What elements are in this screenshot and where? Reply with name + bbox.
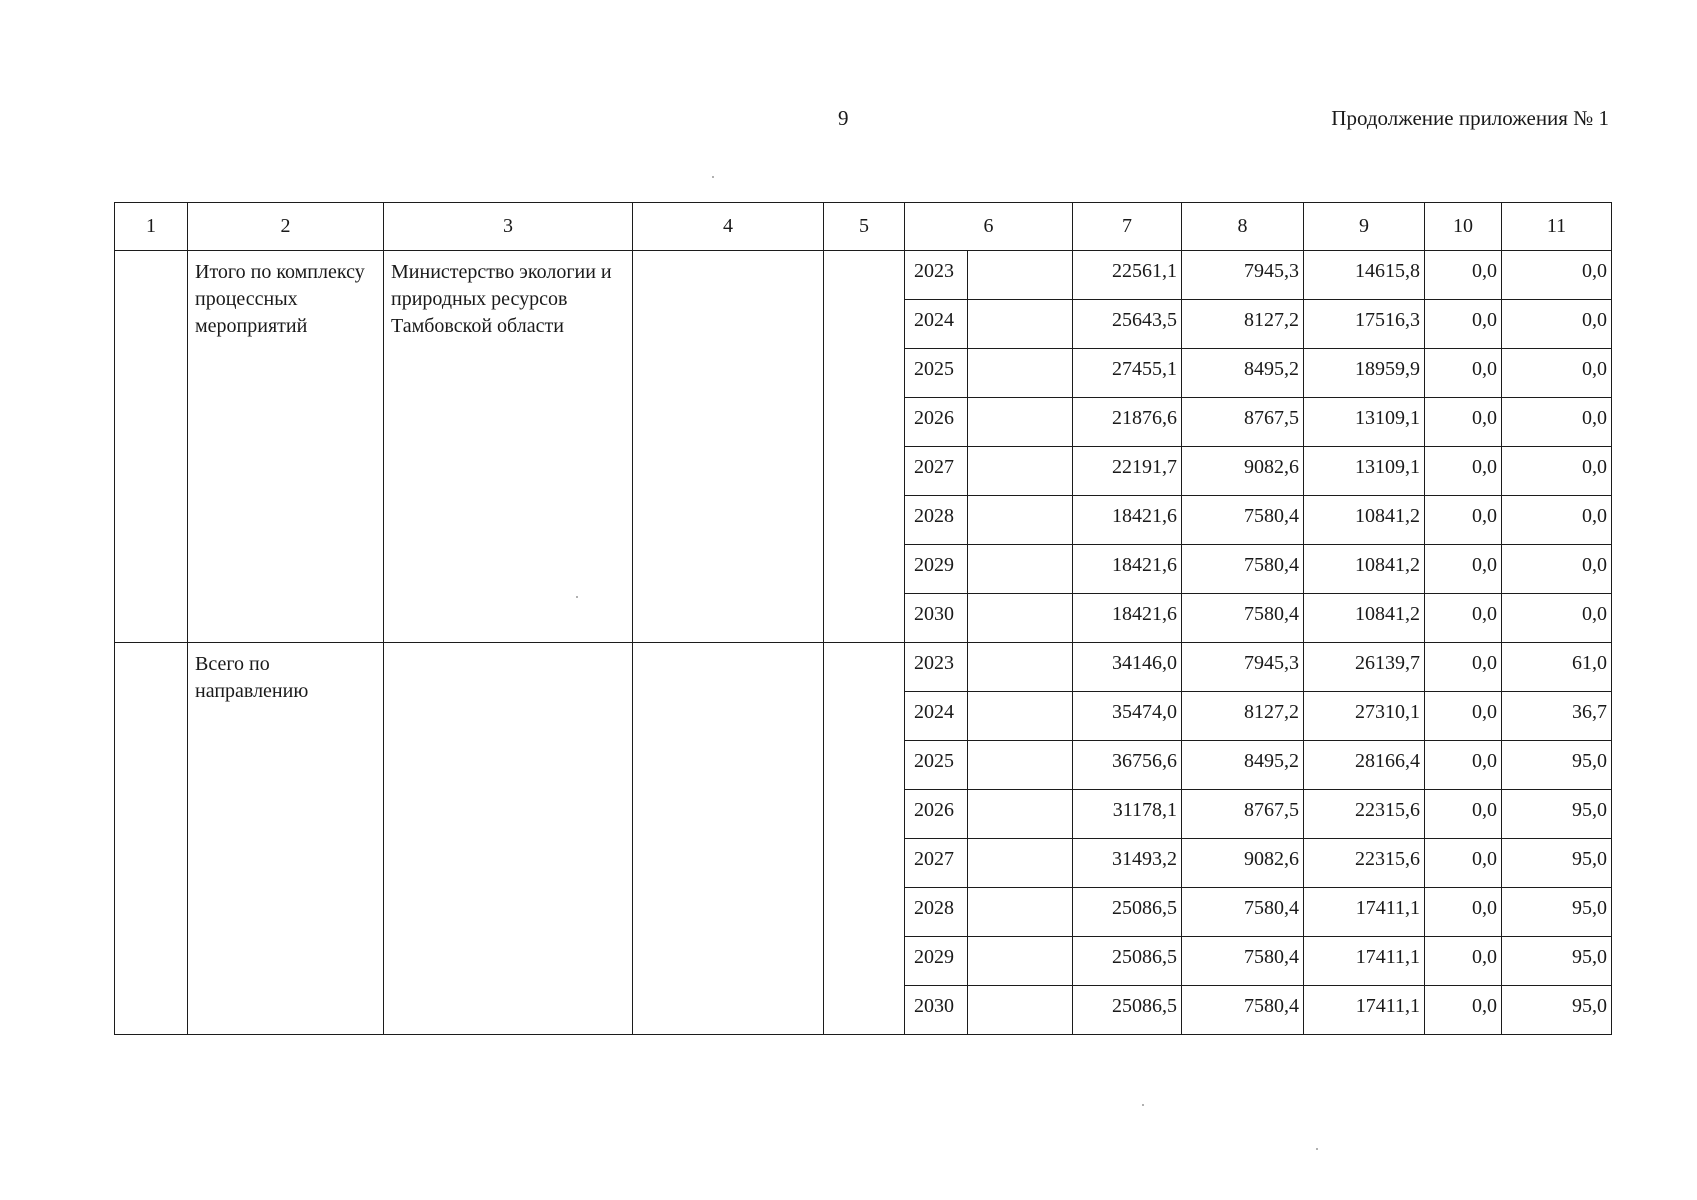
value-cell-c8: 9082,6 [1182,447,1304,496]
blank-cell [968,741,1073,790]
column-header: 11 [1502,203,1612,251]
value-cell-c10: 0,0 [1425,398,1502,447]
value-cell-c11: 95,0 [1502,986,1612,1035]
value-cell-c11: 0,0 [1502,349,1612,398]
value-cell-c10: 0,0 [1425,643,1502,692]
value-cell-c7: 31493,2 [1073,839,1182,888]
value-cell-c10: 0,0 [1425,349,1502,398]
value-cell-c8: 7945,3 [1182,643,1304,692]
group-col4-cell [633,251,824,643]
value-cell-c11: 95,0 [1502,790,1612,839]
column-header: 1 [115,203,188,251]
value-cell-c11: 0,0 [1502,496,1612,545]
value-cell-c11: 95,0 [1502,888,1612,937]
value-cell-c11: 95,0 [1502,839,1612,888]
scan-speck [712,176,714,178]
column-header: 4 [633,203,824,251]
blank-cell [968,545,1073,594]
value-cell-c9: 17411,1 [1304,986,1425,1035]
value-cell-c10: 0,0 [1425,741,1502,790]
blank-cell [968,398,1073,447]
blank-cell [968,447,1073,496]
value-cell-c11: 36,7 [1502,692,1612,741]
value-cell-c8: 8495,2 [1182,349,1304,398]
scan-speck [576,596,578,598]
value-cell-c10: 0,0 [1425,937,1502,986]
column-header-row [115,203,1612,251]
blank-cell [968,349,1073,398]
continuation-label: Продолжение приложения № 1 [1331,106,1609,130]
blank-cell [968,986,1073,1035]
year-cell: 2028 [905,888,968,937]
blank-cell [968,888,1073,937]
year-cell: 2029 [905,937,968,986]
value-cell-c8: 7580,4 [1182,545,1304,594]
group-col5-cell [824,643,905,1035]
value-cell-c9: 17411,1 [1304,937,1425,986]
value-cell-c10: 0,0 [1425,594,1502,643]
blank-cell [968,692,1073,741]
value-cell-c8: 8767,5 [1182,790,1304,839]
year-cell: 2025 [905,349,968,398]
value-cell-c7: 18421,6 [1073,594,1182,643]
value-cell-c10: 0,0 [1425,790,1502,839]
group-col2-cell: Всего по направлению [188,643,384,1035]
value-cell-c9: 13109,1 [1304,398,1425,447]
year-cell: 2026 [905,398,968,447]
blank-cell [968,790,1073,839]
value-cell-c9: 26139,7 [1304,643,1425,692]
blank-cell [968,594,1073,643]
value-cell-c7: 36756,6 [1073,741,1182,790]
value-cell-c9: 27310,1 [1304,692,1425,741]
value-cell-c8: 8767,5 [1182,398,1304,447]
value-cell-c7: 18421,6 [1073,545,1182,594]
value-cell-c7: 27455,1 [1073,349,1182,398]
group-col3-cell: Министерство экологии и природных ресурсов Тамбовской области [384,251,633,643]
value-cell-c7: 21876,6 [1073,398,1182,447]
table-row [115,643,1612,692]
year-cell: 2023 [905,643,968,692]
value-cell-c10: 0,0 [1425,496,1502,545]
value-cell-c8: 7580,4 [1182,937,1304,986]
value-cell-c10: 0,0 [1425,986,1502,1035]
value-cell-c8: 7580,4 [1182,888,1304,937]
blank-cell [968,839,1073,888]
value-cell-c7: 18421,6 [1073,496,1182,545]
year-cell: 2025 [905,741,968,790]
group-col5-cell [824,251,905,643]
value-cell-c11: 0,0 [1502,447,1612,496]
value-cell-c9: 13109,1 [1304,447,1425,496]
value-cell-c9: 28166,4 [1304,741,1425,790]
year-cell: 2026 [905,790,968,839]
blank-cell [968,643,1073,692]
value-cell-c11: 95,0 [1502,937,1612,986]
value-cell-c8: 8127,2 [1182,300,1304,349]
column-header: 5 [824,203,905,251]
table-body [115,203,1612,1035]
year-cell: 2023 [905,251,968,300]
year-cell: 2028 [905,496,968,545]
column-header: 7 [1073,203,1182,251]
value-cell-c9: 14615,8 [1304,251,1425,300]
year-cell: 2030 [905,594,968,643]
value-cell-c9: 22315,6 [1304,790,1425,839]
column-header: 10 [1425,203,1502,251]
group-col1-cell [115,643,188,1035]
budget-table [114,202,1612,1035]
value-cell-c7: 34146,0 [1073,643,1182,692]
value-cell-c7: 22191,7 [1073,447,1182,496]
value-cell-c7: 35474,0 [1073,692,1182,741]
value-cell-c8: 7580,4 [1182,986,1304,1035]
year-cell: 2024 [905,300,968,349]
value-cell-c7: 25086,5 [1073,937,1182,986]
value-cell-c8: 7945,3 [1182,251,1304,300]
scan-speck [1316,1148,1318,1150]
value-cell-c10: 0,0 [1425,300,1502,349]
value-cell-c11: 61,0 [1502,643,1612,692]
value-cell-c11: 0,0 [1502,398,1612,447]
value-cell-c8: 7580,4 [1182,594,1304,643]
value-cell-c11: 0,0 [1502,251,1612,300]
value-cell-c7: 25086,5 [1073,986,1182,1035]
group-col3-cell [384,643,633,1035]
value-cell-c7: 22561,1 [1073,251,1182,300]
value-cell-c10: 0,0 [1425,251,1502,300]
value-cell-c9: 22315,6 [1304,839,1425,888]
value-cell-c10: 0,0 [1425,888,1502,937]
year-cell: 2030 [905,986,968,1035]
column-header: 6 [905,203,1073,251]
value-cell-c9: 18959,9 [1304,349,1425,398]
column-header: 8 [1182,203,1304,251]
blank-cell [968,251,1073,300]
value-cell-c9: 10841,2 [1304,594,1425,643]
value-cell-c10: 0,0 [1425,692,1502,741]
scan-speck [1142,1104,1144,1106]
group-col2-cell: Итого по комплексу процессных мероприятий [188,251,384,643]
value-cell-c8: 7580,4 [1182,496,1304,545]
value-cell-c10: 0,0 [1425,839,1502,888]
column-header: 9 [1304,203,1425,251]
value-cell-c11: 95,0 [1502,741,1612,790]
group-col4-cell [633,643,824,1035]
value-cell-c9: 10841,2 [1304,545,1425,594]
group-col1-cell [115,251,188,643]
page-number: 9 [838,106,849,130]
value-cell-c8: 9082,6 [1182,839,1304,888]
value-cell-c10: 0,0 [1425,447,1502,496]
value-cell-c7: 25086,5 [1073,888,1182,937]
column-header: 2 [188,203,384,251]
year-cell: 2024 [905,692,968,741]
column-header: 3 [384,203,633,251]
year-cell: 2029 [905,545,968,594]
value-cell-c8: 8127,2 [1182,692,1304,741]
value-cell-c9: 17411,1 [1304,888,1425,937]
value-cell-c7: 25643,5 [1073,300,1182,349]
blank-cell [968,300,1073,349]
blank-cell [968,496,1073,545]
table-row [115,251,1612,300]
year-cell: 2027 [905,839,968,888]
blank-cell [968,937,1073,986]
value-cell-c8: 8495,2 [1182,741,1304,790]
value-cell-c11: 0,0 [1502,545,1612,594]
value-cell-c11: 0,0 [1502,300,1612,349]
value-cell-c11: 0,0 [1502,594,1612,643]
value-cell-c7: 31178,1 [1073,790,1182,839]
value-cell-c9: 17516,3 [1304,300,1425,349]
year-cell: 2027 [905,447,968,496]
value-cell-c9: 10841,2 [1304,496,1425,545]
value-cell-c10: 0,0 [1425,545,1502,594]
